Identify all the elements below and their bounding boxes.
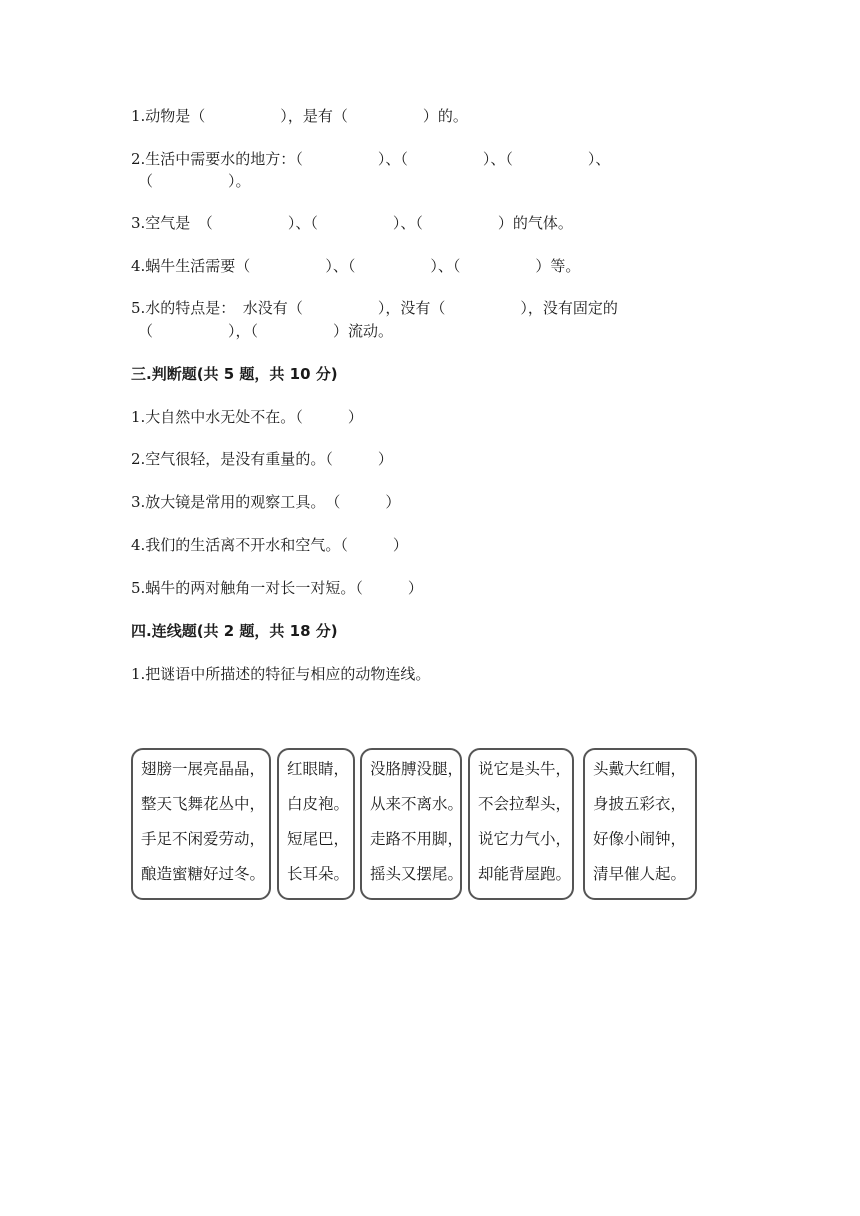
judge-question-1: 1.大自然中水无处不在。（ ） <box>131 408 363 426</box>
riddle-line: 红眼睛， <box>287 760 350 778</box>
fill-in-question-2: 2.生活中需要水的地方：（ ）、（ ）、（ ）、 <box>131 150 611 168</box>
riddle-line: 白皮袍。 <box>287 795 350 813</box>
riddle-line: 清早催人起。 <box>593 865 687 883</box>
riddle-line: 身披五彩衣， <box>593 795 687 813</box>
fill-in-question-1: 1.动物是（ ），是有（ ）的。 <box>131 107 468 125</box>
riddle-line: 不会拉犁头， <box>478 795 572 813</box>
riddle-line: 说它力气小， <box>478 830 572 848</box>
riddle-line: 从来不离水。 <box>370 795 464 813</box>
judge-question-4: 4.我们的生活离不开水和空气。（ ） <box>131 536 408 554</box>
riddle-line: 好像小闹钟， <box>593 830 687 848</box>
riddle-line: 酿造蜜糖好过冬。 <box>141 865 266 883</box>
matching-question-1: 1.把谜语中所描述的特征与相应的动物连线。 <box>131 665 431 683</box>
fill-in-question-2-cont: （ ）。 <box>138 172 251 190</box>
section-4-heading: 四.连线题(共 2 题，共 18 分) <box>131 622 338 640</box>
riddle-line: 摇头又摆尾。 <box>370 865 464 883</box>
fill-in-question-5-cont: （ ），（ ）流动。 <box>138 322 394 340</box>
fill-in-question-3: 3.空气是 （ ）、（ ）、（ ）的气体。 <box>131 214 573 232</box>
riddle-card-rooster <box>583 748 697 900</box>
fill-in-question-4: 4.蜗牛生活需要（ ）、（ ）、（ ）等。 <box>131 257 581 275</box>
riddle-line: 却能背屋跑。 <box>478 865 572 883</box>
judge-question-2: 2.空气很轻，是没有重量的。（ ） <box>131 450 393 468</box>
riddle-card-fish <box>360 748 462 900</box>
section-3-heading: 三.判断题(共 5 题，共 10 分) <box>131 365 338 383</box>
riddle-line: 说它是头牛， <box>478 760 572 778</box>
riddle-card-bee <box>131 748 271 900</box>
judge-question-5: 5.蜗牛的两对触角一对长一对短。（ ） <box>131 579 423 597</box>
judge-question-3: 3.放大镜是常用的观察工具。 （ ） <box>131 493 401 511</box>
fill-in-question-5: 5.水的特点是： 水没有（ ），没有（ ），没有固定的 <box>131 299 618 317</box>
riddle-card-snail <box>468 748 574 900</box>
riddle-line: 短尾巴， <box>287 830 350 848</box>
riddle-line: 整天飞舞花丛中， <box>141 795 266 813</box>
riddle-line: 走路不用脚， <box>370 830 464 848</box>
riddle-line: 没胳膊没腿， <box>370 760 464 778</box>
riddle-line: 长耳朵。 <box>287 865 350 883</box>
riddle-line: 头戴大红帽， <box>593 760 687 778</box>
riddle-line: 翅膀一展亮晶晶， <box>141 760 266 778</box>
riddle-card-rabbit <box>277 748 355 900</box>
riddle-line: 手足不闲爱劳动， <box>141 830 266 848</box>
